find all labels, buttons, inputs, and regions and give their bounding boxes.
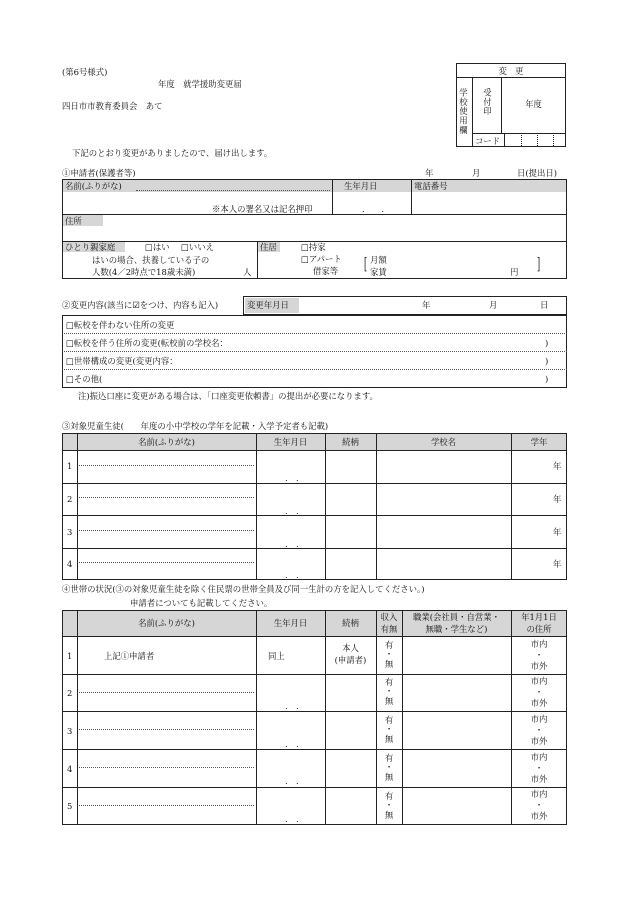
section4-subtitle: 申請者についても記載してください。 xyxy=(130,598,273,608)
city-row-2-out[interactable]: 市外 xyxy=(530,698,548,708)
child-row-4-grade: 年 xyxy=(553,559,562,569)
school-year-label: 年度 xyxy=(525,99,542,109)
household-row-5-no: 5 xyxy=(67,801,73,811)
housing-rental: 借家等 xyxy=(313,266,339,276)
city-row-1-out[interactable]: 市外 xyxy=(530,661,548,671)
child-row-3-dots: . . xyxy=(285,539,299,549)
change-year-label: 年 xyxy=(422,300,431,310)
child-row-4-dots: . . xyxy=(285,570,299,580)
change-month-label: 月 xyxy=(489,300,498,310)
city-row-3-out[interactable]: 市外 xyxy=(530,736,548,746)
city-row-1-in[interactable]: 市内 xyxy=(530,639,548,649)
household-row-3-dots: . . xyxy=(285,739,299,749)
city-row-2-sep: ・ xyxy=(534,687,544,697)
dependents-unit: 人 xyxy=(243,267,252,277)
single-parent-no[interactable]: □いいえ xyxy=(181,242,215,252)
income-row-3-yes[interactable]: 有 xyxy=(384,715,394,725)
submit-month-label: 月 xyxy=(472,168,481,178)
child-school-header: 学校名 xyxy=(430,437,457,447)
change-day-label: 日 xyxy=(540,300,549,310)
child-name-header: 名前(ふりがな) xyxy=(138,437,195,447)
income-row-3-no[interactable]: 無 xyxy=(384,734,394,744)
household-job-header-1: 職業(会社員・自営業・ xyxy=(412,612,501,622)
income-row-4-sep: ・ xyxy=(384,762,394,772)
income-row-4-yes[interactable]: 有 xyxy=(384,753,394,763)
income-row-5-no[interactable]: 無 xyxy=(384,810,394,820)
household-income-header-2: 有無 xyxy=(380,624,398,634)
city-row-4-sep: ・ xyxy=(534,763,544,773)
child-row-3-grade: 年 xyxy=(553,527,562,537)
household-address-header-1: 年1月1日 xyxy=(521,612,557,622)
change-item-household-close: ) xyxy=(545,356,549,366)
section3-title: ③対象児童生徒( 年度の小中学校の学年を記載・入学予定者も記載) xyxy=(62,421,329,431)
form-title: 年度 就学援助変更届 xyxy=(158,79,242,89)
city-row-5-in[interactable]: 市内 xyxy=(530,789,548,799)
income-row-2-sep: ・ xyxy=(384,686,394,696)
dependents-text-1: はいの場合、扶養している子の xyxy=(92,255,210,265)
household-row-3-no: 3 xyxy=(67,726,73,736)
addressee: 四日市市教育委員会 あて xyxy=(62,101,163,111)
received-stamp-label: 受付印 xyxy=(482,88,493,117)
household-job-header-2: 無職・学生など) xyxy=(425,624,488,634)
section1-title: ①申請者(保護者等) xyxy=(62,168,136,178)
income-row-5-yes[interactable]: 有 xyxy=(384,791,394,801)
city-row-5-out[interactable]: 市外 xyxy=(530,811,548,821)
phone-label: 電話番号 xyxy=(414,181,448,191)
household-row-1-relation-1: 本人 xyxy=(342,643,359,653)
code-label: コード xyxy=(475,136,501,146)
rent-close-bracket: ] xyxy=(537,254,541,273)
bank-account-note: 注)振込口座に変更がある場合は、「口座変更依頼書」の提出が必要になります。 xyxy=(78,391,378,401)
child-row-1-grade: 年 xyxy=(553,461,562,471)
city-row-3-in[interactable]: 市内 xyxy=(530,714,548,724)
household-row-4-dots: . . xyxy=(285,776,299,786)
stamp-box-title: 変 更 xyxy=(498,66,524,76)
child-grade-header: 学年 xyxy=(530,437,548,447)
change-item-transfer-close: ) xyxy=(545,338,549,348)
city-row-1-sep: ・ xyxy=(534,650,544,660)
birth-label: 生年月日 xyxy=(344,181,378,191)
city-row-4-in[interactable]: 市内 xyxy=(530,752,548,762)
name-label: 名前(ふりがな) xyxy=(65,181,122,191)
change-date-label: 変更年月日 xyxy=(247,300,289,310)
city-row-5-sep: ・ xyxy=(534,800,544,810)
section2-title: ②変更内容(該当に☑をつけ、内容も記入) xyxy=(62,300,219,310)
form-number: (第6号様式) xyxy=(62,67,108,77)
change-item-other-close: ) xyxy=(545,374,549,384)
rent-label: 家賃 xyxy=(370,267,387,277)
household-row-2-no: 2 xyxy=(67,688,73,698)
school-use-label: 学校使用欄 xyxy=(458,88,469,135)
change-item-other[interactable]: □その他( xyxy=(66,374,103,384)
child-row-4-no: 4 xyxy=(67,559,73,569)
child-row-1-no: 1 xyxy=(67,461,73,471)
household-relation-header: 続柄 xyxy=(342,618,359,628)
single-parent-yes[interactable]: □はい xyxy=(145,242,170,252)
child-row-2-dots: . . xyxy=(285,506,299,516)
child-row-2-no: 2 xyxy=(67,494,73,504)
child-row-2-grade: 年 xyxy=(553,494,562,504)
household-birth-header: 生年月日 xyxy=(273,618,308,628)
single-parent-label: ひとり親家庭 xyxy=(65,242,116,252)
income-row-2-yes[interactable]: 有 xyxy=(384,677,394,687)
household-row-1-no: 1 xyxy=(67,651,73,661)
household-row-4-no: 4 xyxy=(67,764,73,774)
household-row-1-relation-2: (申請者) xyxy=(334,655,367,665)
birth-dots: . . xyxy=(362,204,385,214)
city-row-2-in[interactable]: 市内 xyxy=(530,676,548,686)
address-label: 住所 xyxy=(65,216,82,226)
housing-apartment[interactable]: □アパート xyxy=(301,254,342,264)
section4-title: ④世帯の状況(③の対象児童生徒を除く住民票の世帯全員及び同一生計の方を記入してください。) xyxy=(62,584,425,594)
change-item-transfer[interactable]: □転校を伴う住所の変更(転校前の学校名： xyxy=(66,338,228,348)
household-row-5-dots: . . xyxy=(285,814,299,824)
child-relation-header: 続柄 xyxy=(342,437,359,447)
household-name-header: 名前(ふりがな) xyxy=(138,618,195,628)
income-row-1-no[interactable]: 無 xyxy=(384,659,394,669)
income-row-1-yes[interactable]: 有 xyxy=(384,640,394,650)
household-income-header-1: 収入 xyxy=(380,612,398,622)
income-row-3-sep: ・ xyxy=(384,724,394,734)
submit-year-label: 年 xyxy=(425,168,434,178)
child-row-3-no: 3 xyxy=(67,527,73,537)
income-row-5-sep: ・ xyxy=(384,800,394,810)
housing-label: 住居 xyxy=(260,242,277,252)
intro-text: 下記のとおり変更がありましたので、届け出します。 xyxy=(72,148,273,158)
change-item-household[interactable]: □世帯構成の変更(変更内容： xyxy=(66,356,178,366)
housing-own[interactable]: □持家 xyxy=(301,242,326,252)
household-row-2-dots: . . xyxy=(285,701,299,711)
household-address-header-2: の住所 xyxy=(526,624,552,634)
submit-day-label: 日(提出日) xyxy=(517,168,558,178)
rent-open-bracket: [ xyxy=(364,254,368,273)
city-row-4-out[interactable]: 市外 xyxy=(530,774,548,784)
dependents-text-2: 人数(4／2時点で18歳未満) xyxy=(92,267,196,277)
child-birth-header: 生年月日 xyxy=(273,437,308,447)
household-row-1-birth: 同上 xyxy=(268,651,285,661)
change-item-address[interactable]: □転校を伴わない住所の変更 xyxy=(66,320,175,330)
income-row-4-no[interactable]: 無 xyxy=(384,772,394,782)
income-row-1-sep: ・ xyxy=(384,649,394,659)
rent-yen: 円 xyxy=(510,267,519,277)
rent-monthly-label: 月額 xyxy=(370,255,387,265)
household-row-1-name: 上記①申請者 xyxy=(104,651,155,661)
child-row-1-dots: . . xyxy=(285,473,299,483)
city-row-3-sep: ・ xyxy=(534,725,544,735)
signature-note: ※本人の署名又は記名押印 xyxy=(212,204,313,214)
income-row-2-no[interactable]: 無 xyxy=(384,696,394,706)
